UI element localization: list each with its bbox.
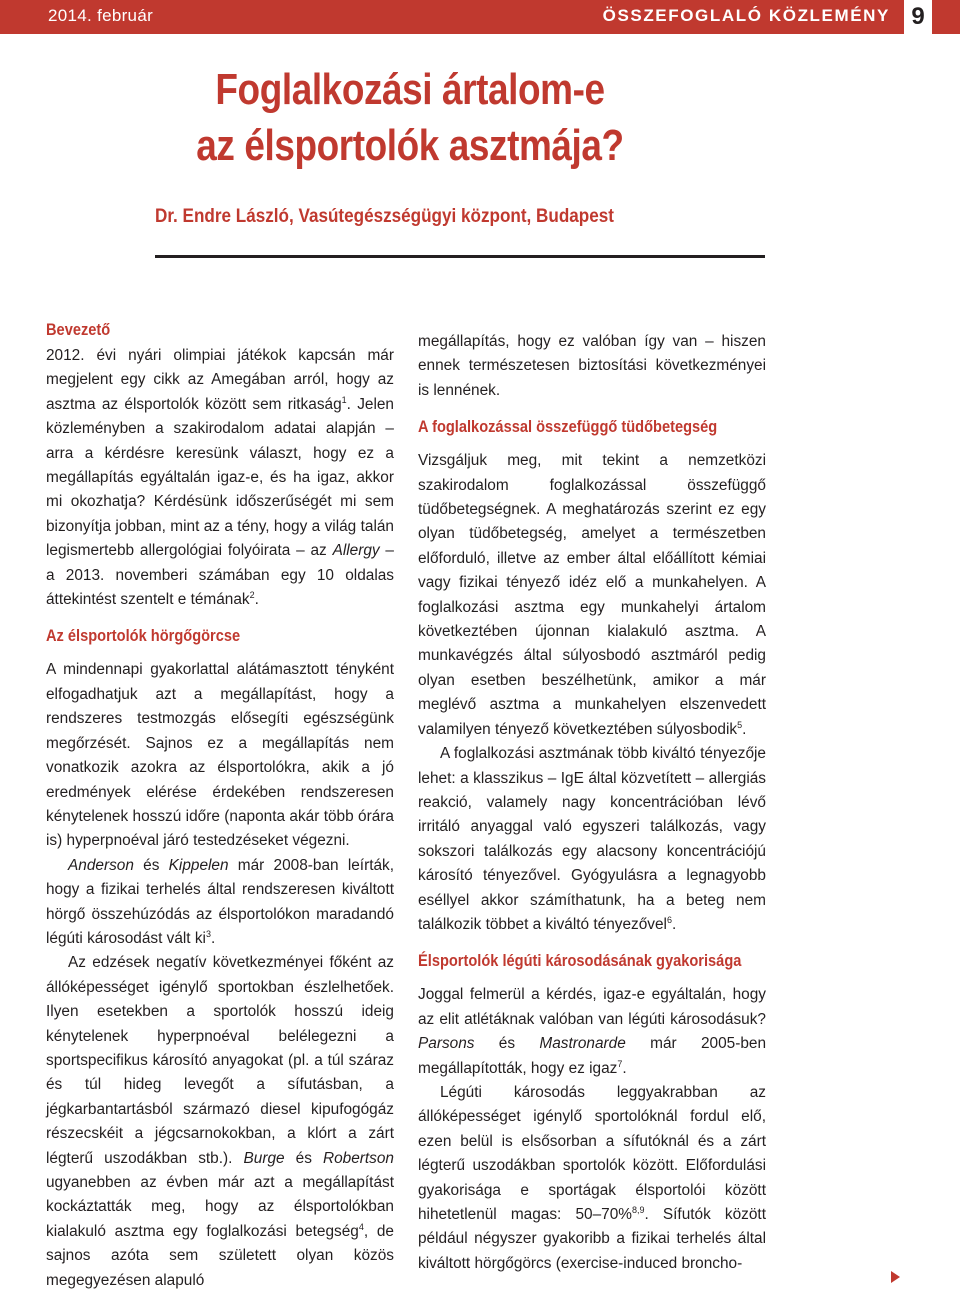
paragraph-prevalence: Légúti károsodás leggyakrabban az állóképességet igénylő sportolóknál fordul elő, ezen belül is elsősorban a sífutóknál és a zárt légterű uszodákban sportolók között. Előfordulási gyakorisága e sportágak élsportolói között hihetetlenül magas: 50–70%$^{8,9}$. Sífutók között például négyszer gyakoribb a fizikai terhelés által kiváltott hörgőgörcs (exercise-induced broncho- <box>418 1083 766 1272</box>
article-author: Dr. Endre László, Vasútegészségügyi központ, Budapest <box>155 206 614 227</box>
journal-name: Allergy <box>332 542 380 560</box>
article-title <box>116 62 704 174</box>
section-label: ÖSSZEFOGLALÓ KÖZLEMÉNY <box>602 6 890 25</box>
heading-occupational: A foglalkozással összefüggő tüdőbetegség <box>418 417 718 437</box>
paragraph-exercise: A mindennapi gyakorlattal alátámasztott tényként elfogadhatjuk azt a megállapítást, hogy a rendszeres testmozgás elősegíti egészségünk megőrzését. Sajnos ez a megállapítás nem vonatkozik azokra az élsportolókra, akik a jó eredmények elérése érdekében rendszeresen kénytelenek hosszú időre (naponta akár több órára is) hyperpnoéval járó testedzéseket végezni. <box>46 661 394 850</box>
title-line-1: Foglalkozási ártalom-e <box>215 65 605 114</box>
paragraph-intro: 2012. évi nyári olimpiai játékok kapcsán már megjelent egy cikk az Amegában arról, hogy az asztma az élsportolók között sem ritkaság$^1$. Jelen közleményben a szakirodalom adatai alapján – arra a kérdésre keresünk választ, hogy ez a megállapítás egyáltalán igaz-e, és ha igaz, akkor mi okozhatja? Kérdésünk időszerűségét mi sem bizonyítja jobban, mint az a tény, hogy a világ talán legismertebb allergológiai folyóirata – az Allergy – a 2013. novemberi számában egy 10 oldalas áttekintést szentelt e témának$^2$. <box>46 347 394 609</box>
heading-bronchospasm: Az élsportolók hörgőgörcse <box>46 626 241 646</box>
citation-5: 5 <box>737 719 743 730</box>
paragraph-definition: Vizsgáljuk meg, mit tekint a nemzetközi szakirodalom foglalkozással összefüggő tüdőbetegségnek. A meghatározás szerint ez egy olyan tüdőbetegség, amelyet a természetben előforduló, illetve az ember által előállított kémiai vagy fizikai tényező idéz elő a munkahelyen. A foglalkozási asztma egy munkahelyi ártalom következtében újonnan kialakuló asztma. A munkavégzés által súlyosbodó asztmáról pedig olyan esetben beszélhetünk, amikor a már meglévő asztma a munkahelyen elszenvedett valamilyen tényező következtében súlyosbodik$^5$. <box>418 452 766 738</box>
paragraph-question: Joggal felmerül a kérdés, igaz-e egyáltalán, hogy az elit atlétáknak valóban van légúti károsodásuk? Parsons és Mastronarde már 2005-ben megállapították, hogy ez igaz$^7$. <box>418 986 766 1077</box>
paragraph-anderson: Anderson és Kippelen már 2008-ban leírták, hogy a fizikai terhelés által rendszeresen kiváltott hörgő összehúzódás az élsportolókon maradandó légúti károsodást vált $ki^3$. <box>46 856 395 947</box>
citation-6: 6 <box>666 914 672 925</box>
left-column <box>46 318 394 1293</box>
citation-2: 2 <box>249 589 255 600</box>
right-column <box>418 330 766 1276</box>
title-line-2: az élsportolók asztmája? <box>196 121 624 170</box>
citation-7: 7 <box>617 1058 623 1069</box>
issue-date: 2014. február <box>48 6 154 25</box>
heading-frequency: Élsportolók légúti károsodásának gyakorisága <box>418 951 742 971</box>
citation-4: 4 <box>358 1221 364 1232</box>
paragraph-continuation: megállapítás, hogy ez valóban így van – hiszen ennek természetesen biztosítási következményei is lennének. <box>418 333 766 399</box>
paragraph-training: Az edzések negatív következményei főként az állóképességet igénylő sportokban észlelhetőek. Ilyen esetekben a sportolók hosszú ideig kénytelenek hyperpnoéval belélegezni a sportspecifikus károsító anyagokat (pl. a túl száraz és túl hideg levegőt a sífutásban, a jégkarbantartásból származó diesel kipufogógáz részecskéit a jégcsarnokokban, a klórt a zárt légterű uszodákban stb.). Burge és Robertson ugyanebben az évben már azt a megállapítást kockáztatták meg, hogy az élsportolókban kialakuló asztma egy foglalkozási betegség$^4$, de sajnos azóta sem született olyan közös megegyezésen alapuló <box>46 954 394 1289</box>
citation-8-9: 8,9 <box>631 1204 645 1215</box>
header-bar <box>0 0 960 34</box>
page-number: 9 <box>904 0 932 34</box>
paragraph-triggers: A foglalkozási asztmának több kiváltó tényezője lehet: a klasszikus – IgE által közvetített – allergiás reakció, valamely nagy koncentrációban lévő irritáló anyaggal való egyszeri találkozás, vagy sokszori találkozás egy alacsony koncentrációjú károsító tényezővel. Gyógyulásra a legnagyobb eséllyel akkor számíthatunk, ha a beteg nem találkozik többet a kiváltó tényezővel$^6$. <box>418 745 766 933</box>
continue-arrow-icon <box>891 1271 900 1283</box>
citation-1: 1 <box>341 394 347 405</box>
title-divider <box>155 255 765 258</box>
citation-3: 3 <box>205 928 211 939</box>
heading-intro: Bevezető <box>46 320 111 339</box>
